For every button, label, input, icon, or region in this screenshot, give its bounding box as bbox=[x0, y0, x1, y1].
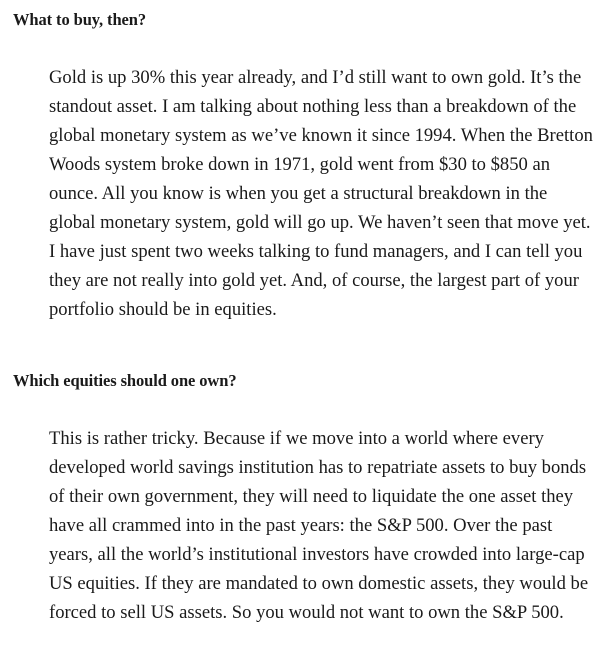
interview-answer: Gold is up 30% this year already, and I’d still want to own gold. It’s the standout asset. I am talking about nothing less than a breakdown of the global monetary system as we’ve known it since 1994. When the Bretton Woods system broke down in 1971, gold went from $30 to $850 an ounce. All you know is when you get a structural breakdown in the global monetary system, gold will go up. We haven’t seen that move yet. I have just spent two weeks talking to fund managers, and I can tell you they are not really into gold yet. And, of course, the largest part of your portfolio should be in equities. bbox=[49, 67, 593, 320]
interview-question: Which equities should one own? bbox=[13, 371, 237, 390]
interview-answer: This is rather tricky. Because if we move into a world where every developed world savings institution has to repatriate assets to buy bonds of their own government, they will need to liquidate the one asset they have all crammed into in the past years: the S&P 500. Over the past years, all the world’s institutional investors have crowded into large-cap US equities. If they are mandated to own domestic assets, they would be forced to sell US assets. So you would not want to own the S&P 500. bbox=[49, 428, 589, 623]
interview-question: What to buy, then? bbox=[13, 10, 146, 29]
